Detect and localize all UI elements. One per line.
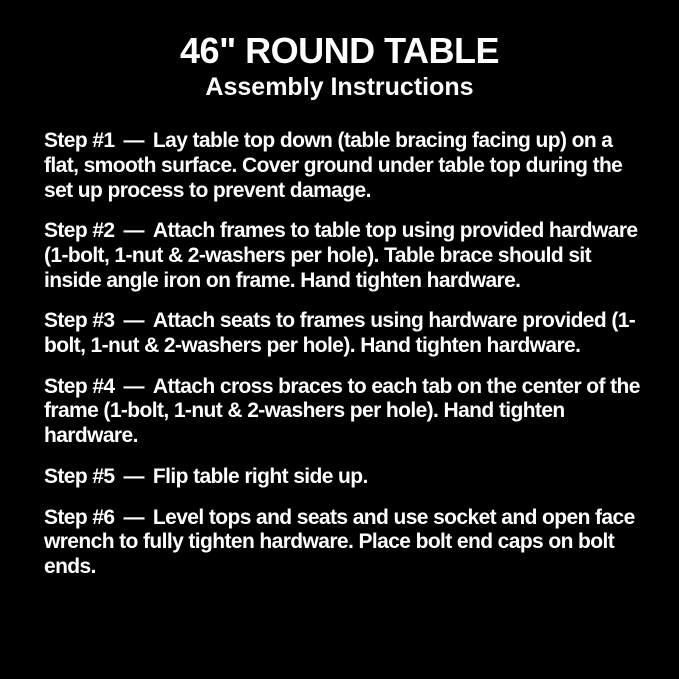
step-4-label: Step #4 <box>44 374 115 398</box>
em-dash-separator: — <box>123 309 144 333</box>
em-dash-separator: — <box>123 129 144 153</box>
step-1-paragraph <box>44 129 645 203</box>
step-4-paragraph <box>44 375 645 449</box>
em-dash-separator: — <box>123 374 144 398</box>
step-6-paragraph <box>44 506 645 580</box>
page-subtitle: Assembly Instructions <box>205 73 474 102</box>
step-6-text: Level tops and seats and use socket and open face wrench to fully tighten hardware. Place bolt end caps on bolt ends. <box>44 505 635 578</box>
header <box>0 30 679 102</box>
step-5-text: Flip table right side up. <box>152 464 368 488</box>
step-1-text: Lay table top down (table bracing facing up) on a flat, smooth surface. Cover ground under table top during the set up process to prevent damage. <box>44 129 623 202</box>
page-title: 46" ROUND TABLE <box>180 30 499 71</box>
step-2-label: Step #2 <box>44 219 115 243</box>
step-3-paragraph <box>44 309 645 358</box>
step-2-text: Attach frames to table top using provided hardware (1-bolt, 1-nut & 2-washers per hole). Table brace should sit inside angle iron on frame. Hand tighten hardware. <box>44 219 638 292</box>
em-dash-separator: — <box>123 219 144 243</box>
step-5-label: Step #5 <box>44 464 115 488</box>
step-2-paragraph <box>44 219 645 293</box>
em-dash-separator: — <box>123 464 144 488</box>
step-4-text: Attach cross braces to each tab on the center of the frame (1-bolt, 1-nut & 2-washers per hole). Hand tighten hardware. <box>44 374 640 448</box>
step-5-paragraph <box>44 465 645 490</box>
step-1-label: Step #1 <box>44 129 115 153</box>
step-6-label: Step #6 <box>44 505 115 529</box>
step-3-text: Attach seats to frames using hardware provided (1-bolt, 1-nut & 2-washers per hole). Hand tighten hardware. <box>44 309 636 358</box>
em-dash-separator: — <box>123 505 144 529</box>
step-3-label: Step #3 <box>44 309 115 333</box>
steps-list <box>0 129 679 580</box>
